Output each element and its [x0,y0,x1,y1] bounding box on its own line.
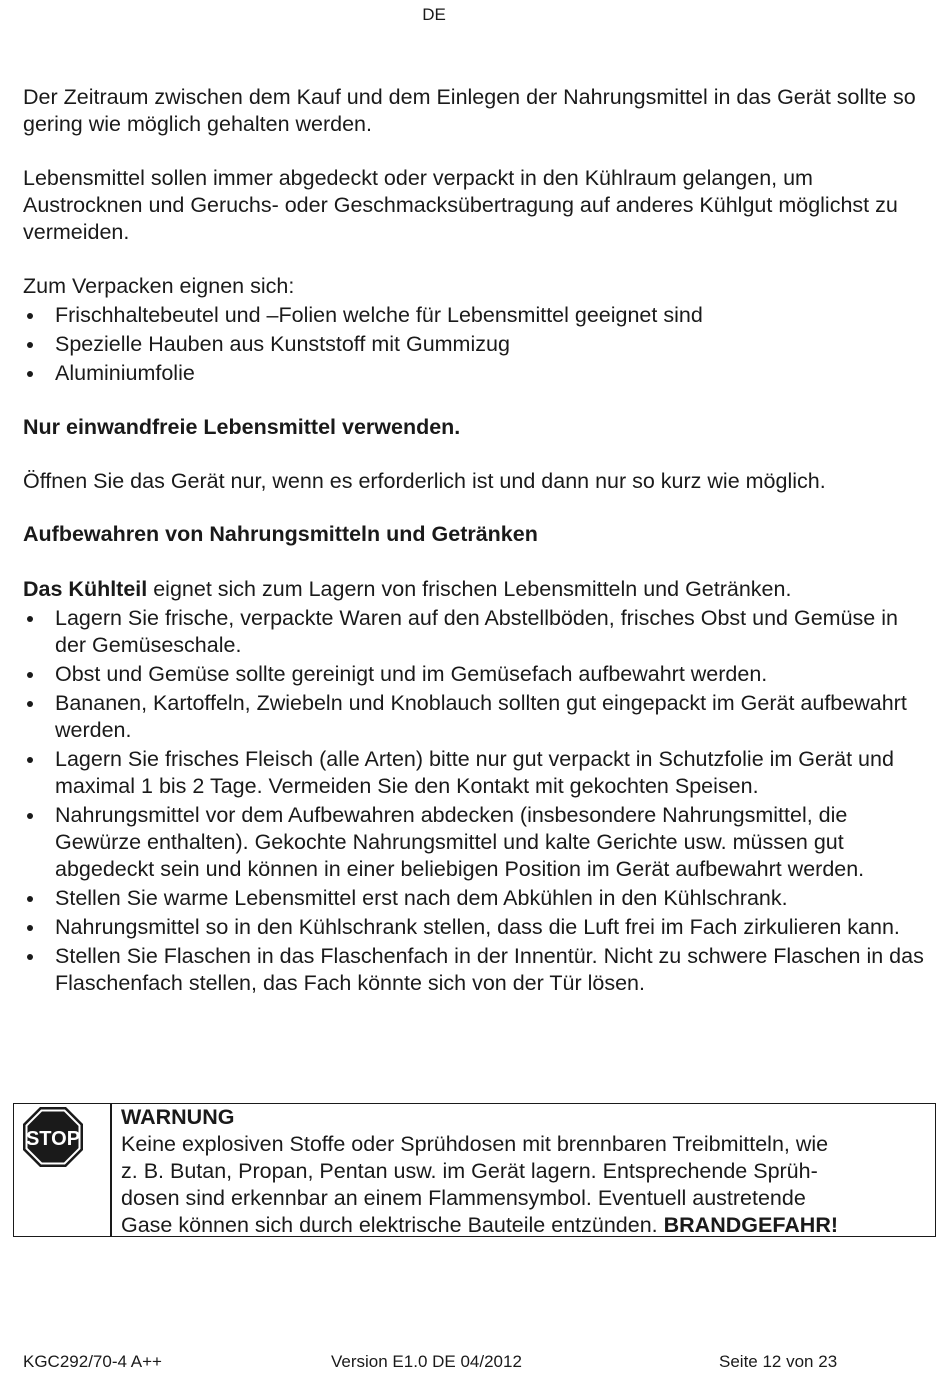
list-item: Frischhaltebeutel und –Folien welche für Lebensmittel geeignet sind [23,302,928,329]
fridge-section [23,576,928,999]
stop-sign-icon [22,1106,84,1168]
list-item: Spezielle Hauben aus Kunststoff mit Gummizug [23,331,928,358]
intro-paragraph [23,84,928,138]
bold-note: Nur einwandfreie Lebensmittel verwenden. [23,415,461,439]
door-opening-block [23,468,928,495]
list-item: Lagern Sie frische, verpackte Waren auf den Abstellböden, frisches Obst und Gemüse in der Gemüseschale. [23,605,928,659]
bold-note-block [23,414,928,441]
footer-model: KGC292/70-4 A++ [23,1352,162,1371]
fridge-list [23,605,928,997]
section-heading: Aufbewahren von Nahrungsmitteln und Getränken [23,522,538,546]
paragraph-cover-food: Lebensmittel sollen immer abgedeckt oder verpackt in den Kühlraum gelangen, um Austrocknen und Geruchs- oder Geschmacksübertragung auf anderes Kühlgut möglichst zu vermeiden. [23,166,898,244]
warning-title: WARNUNG [121,1105,235,1129]
paragraph-door-opening: Öffnen Sie das Gerät nur, wenn es erforderlich ist und dann nur so kurz wie möglich. [23,469,826,493]
stop-sign-text: STOP [25,1128,81,1150]
list-item: Aluminiumfolie [23,360,928,387]
fridge-intro [23,576,928,603]
packing-list [23,302,928,387]
warning-text [121,1104,926,1239]
warning-line [121,1212,926,1239]
section-heading-block [23,521,928,548]
fridge-intro-rest: eignet sich zum Lagern von frischen Lebensmitteln und Getränken. [147,577,792,601]
list-item: Nahrungsmittel so in den Kühlschrank stellen, dass die Luft frei im Fach zirkulieren kann. [23,914,928,941]
footer-version: Version E1.0 DE 04/2012 [331,1352,522,1371]
packing-intro: Zum Verpacken eignen sich: [23,274,295,298]
warning-line: z. B. Butan, Propan, Pentan usw. im Gerät lagern. Entsprechende Sprüh- [121,1159,818,1183]
warning-divider [110,1104,112,1236]
fridge-intro-bold: Das Kühlteil [23,577,148,601]
warning-box [13,1103,936,1237]
list-item: Stellen Sie warme Lebensmittel erst nach dem Abkühlen in den Kühlschrank. [23,885,928,912]
page-language-label: DE [422,5,446,24]
warning-line: dosen sind erkennbar an einem Flammensymbol. Eventuell austretende [121,1186,806,1210]
list-item: Bananen, Kartoffeln, Zwiebeln und Knoblauch sollten gut eingepackt im Gerät aufbewahrt werden. [23,690,928,744]
footer-page-number: Seite 12 von 23 [719,1352,838,1371]
list-item: Obst und Gemüse sollte gereinigt und im Gemüsefach aufbewahrt werden. [23,661,928,688]
packing-section [23,273,928,389]
list-item: Stellen Sie Flaschen in das Flaschenfach in der Innentür. Nicht zu schwere Flaschen in das Flaschenfach stellen, das Fach könnte sich von der Tür lösen. [23,943,928,997]
fire-hazard-label: BRANDGEFAHR! [663,1213,839,1237]
cover-food-paragraph [23,165,928,246]
warning-line-text: Gase können sich durch elektrische Bauteile entzünden. [121,1213,664,1237]
paragraph-purchase-time: Der Zeitraum zwischen dem Kauf und dem Einlegen der Nahrungsmittel in das Gerät sollte so gering wie möglich gehalten werden. [23,85,916,136]
warning-line: Keine explosiven Stoffe oder Sprühdosen mit brennbaren Treibmitteln, wie [121,1132,829,1156]
list-item: Lagern Sie frisches Fleisch (alle Arten) bitte nur gut verpackt in Schutzfolie im Gerät und maximal 1 bis 2 Tage. Vermeiden Sie den Kontakt mit gekochten Speisen. [23,746,928,800]
list-item: Nahrungsmittel vor dem Aufbewahren abdecken (insbesondere Nahrungsmittel, die Gewürze enthalten). Gekochte Nahrungsmittel und kalte Gerichte usw. müssen gut abgedeckt sein und können in einer beliebigen Position im Gerät aufbewahrt werden. [23,802,928,883]
